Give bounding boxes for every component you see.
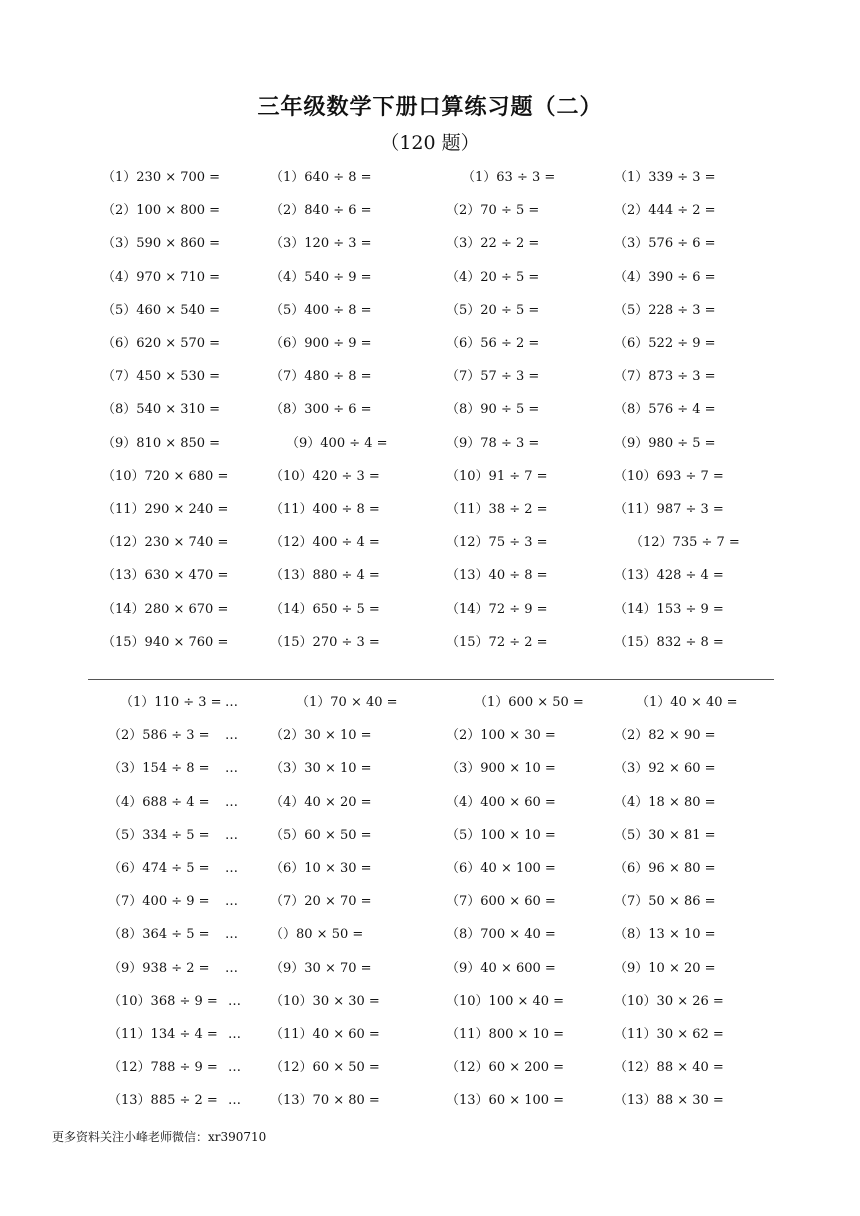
exercise-item: （2）840 ÷ 6 =	[270, 203, 372, 219]
ellipsis-mark: …	[225, 894, 238, 910]
exercise-item: （13）885 ÷ 2 =	[108, 1093, 218, 1109]
exercise-item: （4）688 ÷ 4 =	[108, 794, 210, 810]
exercise-item: （5）400 ÷ 8 =	[270, 302, 372, 318]
exercise-item: （8）90 ÷ 5 =	[446, 402, 540, 418]
exercise-item: （10）368 ÷ 9 =	[108, 993, 218, 1009]
exercise-item: （4）390 ÷ 6 =	[614, 269, 716, 285]
exercise-item: （11）30 × 62 =	[614, 1027, 724, 1042]
exercise-item: （7）57 ÷ 3 =	[446, 369, 540, 385]
exercise-item: （10）100 × 40 =	[446, 993, 565, 1009]
exercise-item: （7）20 × 70 =	[270, 894, 372, 910]
exercise-item: （12）88 × 40 =	[614, 1060, 724, 1076]
exercise-item: （10）420 ÷ 3 =	[270, 468, 380, 484]
exercise-item: （15）270 ÷ 3 =	[270, 634, 380, 650]
exercise-item: （2）100 × 800 =	[102, 203, 221, 219]
exercise-item: （8）700 × 40 =	[446, 927, 556, 943]
exercise-item: （2）70 ÷ 5 =	[446, 203, 540, 219]
exercise-item: （4）18 × 80 =	[614, 794, 716, 810]
exercise-item: （13）40 ÷ 8 =	[446, 568, 548, 584]
exercise-item: （6）474 ÷ 5 =	[108, 861, 210, 876]
exercise-item: （6）900 ÷ 9 =	[270, 336, 372, 351]
exercise-item: （12）230 × 740 =	[102, 535, 229, 551]
exercise-item: （15）940 × 760 =	[102, 634, 229, 650]
ellipsis-mark: …	[225, 728, 238, 744]
exercise-item: （14）650 ÷ 5 =	[270, 601, 380, 617]
exercise-item: （12）60 × 200 =	[446, 1060, 565, 1076]
exercise-item: （9）30 × 70 =	[270, 960, 372, 976]
exercise-item: （11）400 ÷ 8 =	[270, 502, 380, 517]
exercise-item: （6）620 × 570 =	[102, 336, 221, 351]
exercise-item: （10）30 × 30 =	[270, 993, 380, 1009]
page-title: 三年级数学下册口算练习题（二）	[257, 94, 603, 120]
exercise-item: （5）30 × 81 =	[614, 827, 716, 843]
exercise-item: （7）50 × 86 =	[614, 894, 716, 910]
ellipsis-mark: …	[228, 1093, 241, 1109]
exercise-item: （2）82 × 90 =	[614, 728, 716, 744]
exercise-item: （8）13 × 10 =	[614, 927, 716, 943]
exercise-item: （10）720 × 680 =	[102, 468, 229, 484]
exercise-item: （3）576 ÷ 6 =	[614, 236, 716, 252]
exercise-item: （6）96 × 80 =	[614, 861, 716, 876]
exercise-item: （12）735 ÷ 7 =	[630, 535, 740, 551]
exercise-item: （4）540 ÷ 9 =	[270, 269, 372, 285]
ellipsis-mark: …	[228, 1060, 241, 1076]
exercise-item: （9）980 ÷ 5 =	[614, 435, 716, 451]
ellipsis-mark: …	[225, 695, 238, 710]
section-divider	[88, 679, 774, 680]
ellipsis-mark: …	[225, 960, 238, 976]
exercise-item: （8）300 ÷ 6 =	[270, 402, 372, 418]
exercise-item: （5）20 ÷ 5 =	[446, 302, 540, 318]
exercise-item: （12）400 ÷ 4 =	[270, 535, 380, 551]
exercise-item: （1）70 × 40 =	[296, 695, 398, 710]
footer-note: 更多资料关注小峰老师微信：xr390710	[52, 1130, 267, 1144]
exercise-item: （7）600 × 60 =	[446, 894, 556, 910]
exercise-item: （10）91 ÷ 7 =	[446, 468, 548, 484]
exercise-item: （9）10 × 20 =	[614, 960, 716, 976]
exercise-item: （6）522 ÷ 9 =	[614, 336, 716, 351]
page-subtitle: （120 题）	[380, 132, 480, 154]
exercise-item: （7）450 × 530 =	[102, 369, 221, 385]
exercise-item: （6）40 × 100 =	[446, 861, 556, 876]
exercise-item: （1）230 × 700 =	[102, 170, 221, 185]
exercise-item: （14）153 ÷ 9 =	[614, 601, 724, 617]
ellipsis-mark: …	[228, 1027, 241, 1042]
exercise-item: （8）576 ÷ 4 =	[614, 402, 716, 418]
exercise-item: （9）40 × 600 =	[446, 960, 556, 976]
exercise-item: （7）400 ÷ 9 =	[108, 894, 210, 910]
exercise-item: （10）693 ÷ 7 =	[614, 468, 724, 484]
exercise-item: （11）40 × 60 =	[270, 1027, 380, 1042]
exercise-item: （1）63 ÷ 3 =	[462, 170, 556, 185]
exercise-item: （2）100 × 30 =	[446, 728, 556, 744]
exercise-item: （5）100 × 10 =	[446, 827, 556, 843]
exercise-item: （1）339 ÷ 3 =	[614, 170, 716, 185]
exercise-item: （9）938 ÷ 2 =	[108, 960, 210, 976]
exercise-item: （7）873 ÷ 3 =	[614, 369, 716, 385]
exercise-item: （7）480 ÷ 8 =	[270, 369, 372, 385]
exercise-item: （1）640 ÷ 8 =	[270, 170, 372, 185]
exercise-item: （2）586 ÷ 3 =	[108, 728, 210, 744]
exercise-item: （5）228 ÷ 3 =	[614, 302, 716, 318]
exercise-item: （3）92 × 60 =	[614, 761, 716, 777]
ellipsis-mark: …	[225, 761, 238, 777]
exercise-item: （5）460 × 540 =	[102, 302, 221, 318]
ellipsis-mark: …	[225, 827, 238, 843]
exercise-item: （11）987 ÷ 3 =	[614, 502, 724, 517]
exercise-item: （13）630 × 470 =	[102, 568, 229, 584]
exercise-item: （13）88 × 30 =	[614, 1093, 724, 1109]
exercise-item: （8）364 ÷ 5 =	[108, 927, 210, 943]
exercise-item: （4）40 × 20 =	[270, 794, 372, 810]
exercise-item: （9）400 ÷ 4 =	[286, 435, 388, 451]
exercise-item: （14）72 ÷ 9 =	[446, 601, 548, 617]
exercise-item: （11）290 × 240 =	[102, 502, 229, 517]
exercise-item: （12）60 × 50 =	[270, 1060, 380, 1076]
ellipsis-mark: …	[225, 861, 238, 876]
exercise-item: （1）600 × 50 =	[474, 695, 584, 710]
exercise-item: （9）78 ÷ 3 =	[446, 435, 540, 451]
exercise-item: （15）72 ÷ 2 =	[446, 634, 548, 650]
exercise-item: （2）444 ÷ 2 =	[614, 203, 716, 219]
exercise-item: （11）38 ÷ 2 =	[446, 502, 548, 517]
exercise-item: （13）60 × 100 =	[446, 1093, 565, 1109]
exercise-item: （9）810 × 850 =	[102, 435, 221, 451]
exercise-item: （3）22 ÷ 2 =	[446, 236, 540, 252]
exercise-item: （1）40 × 40 =	[636, 695, 738, 710]
exercise-item: （14）280 × 670 =	[102, 601, 229, 617]
exercise-item: （8）540 × 310 =	[102, 402, 221, 418]
exercise-item: （1）110 ÷ 3 =	[120, 695, 222, 710]
exercise-item: （6）56 ÷ 2 =	[446, 336, 540, 351]
ellipsis-mark: …	[225, 794, 238, 810]
exercise-item: （11）800 × 10 =	[446, 1027, 565, 1042]
exercise-item: （6）10 × 30 =	[270, 861, 372, 876]
exercise-item: （12）75 ÷ 3 =	[446, 535, 548, 551]
exercise-item: （3）30 × 10 =	[270, 761, 372, 777]
exercise-item: （10）30 × 26 =	[614, 993, 724, 1009]
exercise-item: （13）428 ÷ 4 =	[614, 568, 724, 584]
ellipsis-mark: …	[228, 993, 241, 1009]
exercise-item: （4）20 ÷ 5 =	[446, 269, 540, 285]
exercise-item: （3）154 ÷ 8 =	[108, 761, 210, 777]
exercise-item: （12）788 ÷ 9 =	[108, 1060, 218, 1076]
exercise-item: （4）970 × 710 =	[102, 269, 221, 285]
exercise-item: （13）880 ÷ 4 =	[270, 568, 380, 584]
exercise-item: （5）334 ÷ 5 =	[108, 827, 210, 843]
exercise-item: （2）30 × 10 =	[270, 728, 372, 744]
exercise-item: （13）70 × 80 =	[270, 1093, 380, 1109]
exercise-item: （3）120 ÷ 3 =	[270, 236, 372, 252]
exercise-item: （15）832 ÷ 8 =	[614, 634, 724, 650]
exercise-item: （3）900 × 10 =	[446, 761, 556, 777]
exercise-item: （3）590 × 860 =	[102, 236, 221, 252]
exercise-item: （5）60 × 50 =	[270, 827, 372, 843]
ellipsis-mark: …	[225, 927, 238, 943]
exercise-item: （4）400 × 60 =	[446, 794, 556, 810]
exercise-item: （）80 × 50 =	[270, 927, 364, 943]
exercise-item: （11）134 ÷ 4 =	[108, 1027, 218, 1042]
